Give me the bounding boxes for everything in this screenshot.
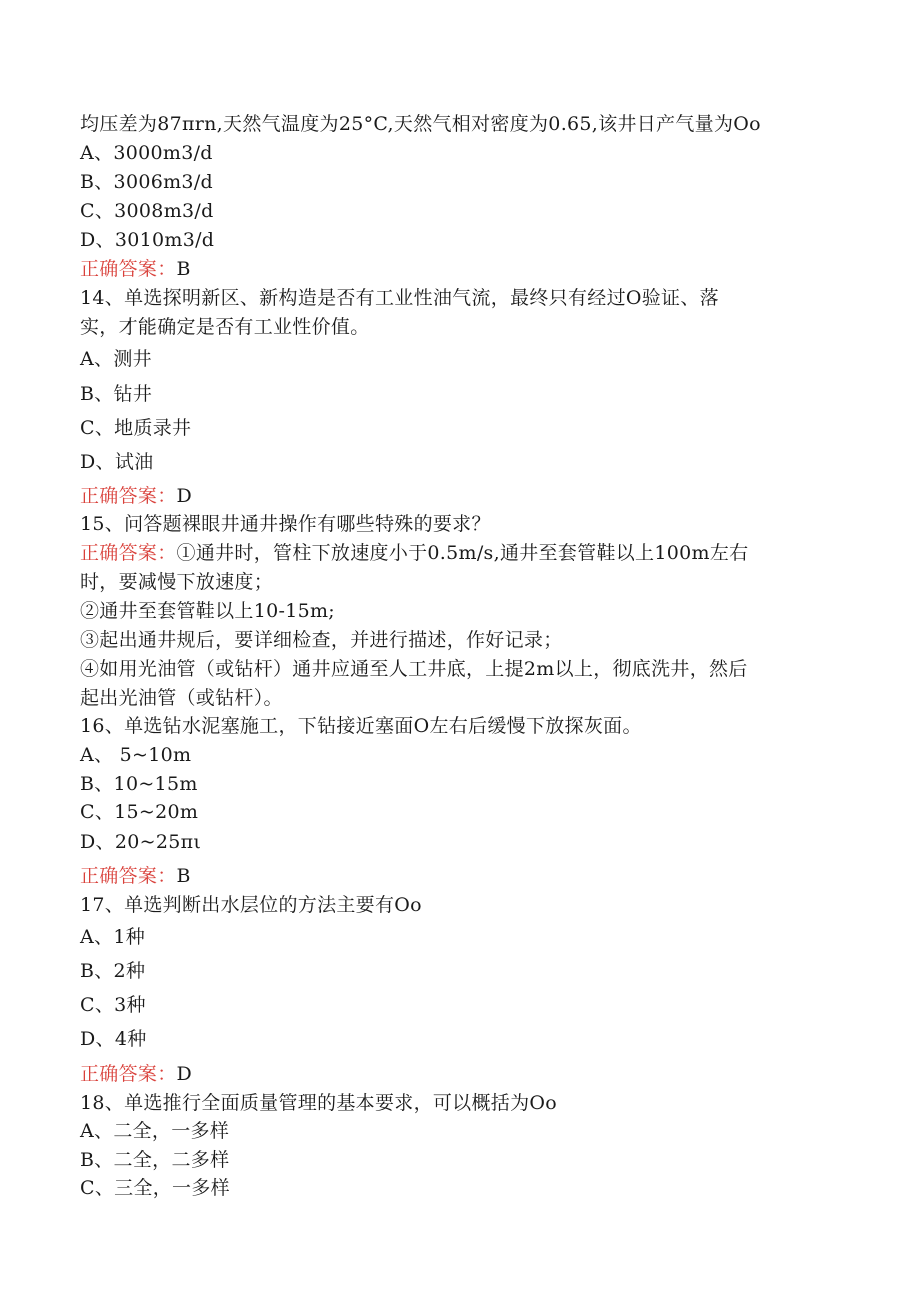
answer-line bbox=[80, 257, 191, 281]
option-a: A、二全，一多样 bbox=[80, 1120, 230, 1142]
answer-value: B bbox=[176, 865, 191, 887]
answer-line bbox=[80, 864, 191, 888]
answer-value: B bbox=[176, 258, 191, 280]
answer-value: D bbox=[176, 1063, 193, 1085]
answer-label: 正确答案： bbox=[80, 865, 177, 887]
question-18-stem: 18、单选推行全面质量管理的基本要求，可以概括为Oo bbox=[80, 1092, 557, 1114]
option-a: A、测井 bbox=[80, 348, 152, 370]
option-c: C、3008m3/d bbox=[80, 200, 214, 222]
answer-text-line: ④如用光油管（或钻杆）通井应通至人工井底，上提2m以上，彻底洗井，然后 bbox=[80, 658, 748, 680]
answer-label: 正确答案： bbox=[80, 485, 177, 507]
answer-text-line: ②通井至套管鞋以上10-15m; bbox=[80, 600, 335, 622]
option-b: B、钻井 bbox=[80, 383, 153, 405]
question-14-stem: 14、单选探明新区、新构造是否有工业性油气流，最终只有经过O验证、落 bbox=[80, 287, 719, 309]
option-d: D、20~25πι bbox=[80, 831, 202, 853]
answer-text-line: 起出光油管（或钻杆）。 bbox=[80, 687, 283, 709]
option-a: A、1种 bbox=[80, 926, 146, 948]
answer-label: 正确答案： bbox=[80, 258, 177, 280]
answer-label: 正确答案： bbox=[80, 1063, 177, 1085]
option-c: C、15~20m bbox=[80, 801, 199, 823]
answer-value: D bbox=[176, 485, 193, 507]
option-b: B、二全，二多样 bbox=[80, 1149, 230, 1171]
question-14-stem-cont: 实，才能确定是否有工业性价值。 bbox=[80, 316, 370, 338]
option-c: C、三全，一多样 bbox=[80, 1177, 230, 1199]
answer-text-line: ③起出通井规后，要详细检查，并进行描述，作好记录； bbox=[80, 629, 563, 651]
option-d: D、试油 bbox=[80, 451, 154, 473]
option-d: D、4种 bbox=[80, 1028, 147, 1050]
answer-line bbox=[80, 484, 192, 508]
question-17-stem: 17、单选判断出水层位的方法主要有Oo bbox=[80, 894, 422, 916]
option-c: C、3种 bbox=[80, 994, 146, 1016]
option-b: B、3006m3/d bbox=[80, 171, 213, 193]
option-c: C、地质录井 bbox=[80, 417, 192, 439]
option-d: D、3010m3∕d bbox=[80, 229, 215, 251]
answer-text-line: 时，要减慢下放速度； bbox=[80, 571, 274, 593]
answer-label: 正确答案： bbox=[80, 542, 177, 564]
answer-line bbox=[80, 1062, 192, 1086]
option-b: B、2种 bbox=[80, 960, 146, 982]
option-b: B、10~15m bbox=[80, 773, 198, 795]
option-a: A、3000m3/d bbox=[80, 142, 213, 164]
answer-line bbox=[80, 541, 748, 565]
option-a: A、 5~10m bbox=[80, 744, 192, 766]
question-13-stem-tail: 均压差为87πrn,天然气温度为25°C,天然气相对密度为0.65,该井日产气量为Oo bbox=[80, 113, 761, 135]
question-16-stem: 16、单选钻水泥塞施工，下钻接近塞面O左右后缓慢下放探灰面。 bbox=[80, 715, 642, 737]
question-15-stem: 15、问答题裸眼井通井操作有哪些特殊的要求？ bbox=[80, 513, 491, 535]
answer-value: ①通井时，管柱下放速度小于0.5m/s,通井至套管鞋以上100m左右 bbox=[176, 542, 749, 564]
